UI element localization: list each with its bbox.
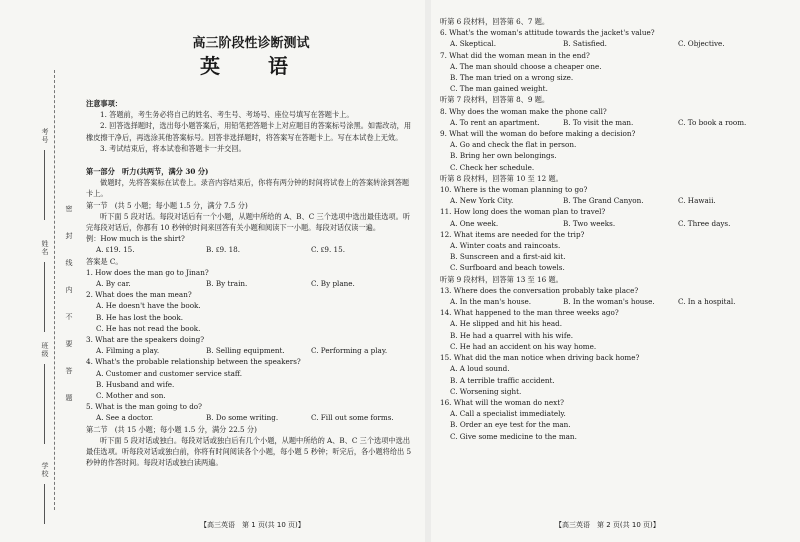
seal-char: 题 <box>65 394 73 402</box>
option: B. By train. <box>206 279 248 289</box>
seal-char: 密 <box>65 205 73 213</box>
example-answer: 答案是 C。 <box>86 256 123 266</box>
options-row <box>86 345 416 356</box>
option: B. The man tried on a wrong size. <box>450 73 574 83</box>
options-row <box>86 412 416 423</box>
example-options <box>86 244 416 255</box>
question: 2. What does the man mean? <box>86 290 192 300</box>
seal-char: 内 <box>65 286 73 294</box>
option: C. Give some medicine to the man. <box>450 431 577 441</box>
part1-intro: 做题时，先将答案标在试卷上。录音内容结束后，你将有两分钟的时间将试卷上的答案转涂到答题卡上。 <box>86 178 410 199</box>
section2-intro: 听下面 5 段对话或独白。每段对话或独白后有几个小题，从题中所给的 A、B、C 三个选项中选出最佳选项。听每段对话或独白前，你将有时间阅读各个小题，每小题 5 秒钟；听完后，各小题将给出 5 秒钟的作答时间。每段对话或独白读两遍。 <box>86 435 412 468</box>
option: A. To rent an apartment. <box>450 117 540 127</box>
option: B. The Grand Canyon. <box>563 196 644 206</box>
option: B. ₤9. 18. <box>206 245 241 255</box>
option: C. ₤9. 15. <box>311 245 345 255</box>
seal-line <box>54 70 55 510</box>
option: A. By car. <box>96 279 131 289</box>
seal-char: 答 <box>65 367 73 375</box>
option: C. To book a room. <box>678 117 747 127</box>
subject-title: 英 语 <box>200 54 302 78</box>
question: 15. What did the man notice when driving back home? <box>440 353 640 363</box>
notice-item: 1. 答题前，考生务必将自己的姓名、考生号、考场号、座位号填写在答题卡上。 <box>100 110 354 120</box>
notice-item: 3. 考试结束后，将本试卷和答题卡一并交回。 <box>100 143 246 153</box>
option: B. Order an eye test for the man. <box>450 420 571 430</box>
option: B. To visit the man. <box>563 117 634 127</box>
option: C. He had an accident on his way home. <box>450 341 597 351</box>
option: B. He has lost the book. <box>96 312 183 322</box>
class-line <box>44 364 45 444</box>
option: C. Performing a play. <box>311 346 388 356</box>
option: A. Customer and customer service staff. <box>96 368 243 378</box>
page-2 <box>440 16 790 442</box>
question: 12. What items are needed for the trip? <box>440 229 585 239</box>
material-heading: 听第 9 段材料，回答第 13 至 16 题。 <box>440 274 563 284</box>
seal-char: 封 <box>65 232 73 240</box>
part1-heading: 第一部分 听力(共两节，满分 30 分) <box>86 167 209 177</box>
question: 7. What did the woman mean in the end? <box>440 50 590 60</box>
options-row <box>440 117 790 128</box>
school-line <box>44 484 45 524</box>
option: A. See a doctor. <box>96 413 154 423</box>
material-heading: 听第 8 段材料，回答第 10 至 12 题。 <box>440 173 563 183</box>
option: C. Objective. <box>678 39 725 49</box>
seal-char: 线 <box>65 259 73 267</box>
options-row <box>440 218 790 229</box>
option: B. Husband and wife. <box>96 379 175 389</box>
option: C. In a hospital. <box>678 297 736 307</box>
option: B. In the woman's house. <box>563 297 655 307</box>
options-row <box>440 296 790 307</box>
seal-char: 不 <box>65 313 73 321</box>
school-label: 学校 <box>41 462 49 478</box>
question: 16. What will the woman do next? <box>440 397 564 407</box>
question: 3. What are the speakers doing? <box>86 335 205 345</box>
option: A. One week. <box>450 218 499 228</box>
option: A. In the man's house. <box>450 297 532 307</box>
binding-strip <box>0 0 78 542</box>
question: 1. How does the man go to Jinan? <box>86 267 209 277</box>
option: C. He has not read the book. <box>96 323 201 333</box>
option: C. Mother and son. <box>96 391 166 401</box>
exam-title: 高三阶段性诊断测试 <box>192 36 310 51</box>
notice-heading: 注意事项： <box>86 99 122 108</box>
option: C. Surfboard and beach towels. <box>450 263 565 273</box>
example-question: 例：How much is the shirt? <box>86 234 185 244</box>
option: A. He slipped and hit his head. <box>450 319 563 329</box>
section1-intro: 听下面 5 段对话。每段对话后有一个小题，从题中所给的 A、B、C 三个选项中选出最佳选项。听完每段对话后，你都有 10 秒钟的时间来回答有关小题和阅读下一小题。每段对话仅读一遍。 <box>86 211 411 233</box>
question: 14. What happened to the man three weeks ago? <box>440 308 619 318</box>
option: C. Fill out some forms. <box>311 413 394 423</box>
options-row <box>86 278 416 289</box>
exam-number-label: 考号 <box>41 128 49 144</box>
option: B. He had a quarrel with his wife. <box>450 330 574 340</box>
option: A. ₤19. 15. <box>96 245 135 255</box>
question: 6. What's the woman's attitude towards the jacket's value? <box>440 28 655 38</box>
page-gutter <box>425 0 431 542</box>
option: B. Sunscreen and a first-aid kit. <box>450 252 566 262</box>
option: A. Filming a play. <box>96 346 160 356</box>
option: A. New York City. <box>450 196 514 206</box>
option: C. Three days. <box>678 218 731 228</box>
option: B. Satisfied. <box>563 39 607 49</box>
exam-number-line <box>44 150 45 220</box>
question: 5. What is the man going to do? <box>86 402 202 412</box>
option: C. Check her schedule. <box>450 162 535 172</box>
material-heading: 听第 7 段材料，回答第 8、9 题。 <box>440 95 550 105</box>
option: A. Call a specialist immediately. <box>450 409 566 419</box>
name-label: 姓名 <box>41 240 49 256</box>
question: 11. How long does the woman plan to travel? <box>440 207 606 217</box>
option: A. The man should choose a cheaper one. <box>450 61 602 71</box>
option: A. Go and check the flat in person. <box>450 140 577 150</box>
option: C. The man gained weight. <box>450 84 548 94</box>
option: B. Do some writing. <box>206 413 279 423</box>
option: C. Worsening sight. <box>450 386 522 396</box>
option: B. Two weeks. <box>563 218 616 228</box>
option: A. Skeptical. <box>450 39 496 49</box>
page-1 <box>86 0 416 469</box>
option: B. A terrible traffic accident. <box>450 375 555 385</box>
question: 4. What's the probable relationship between the speakers? <box>86 357 301 367</box>
notice-item: 2. 回答选择题时，选出每小题答案后，用铅笔把答题卡上对应题目的答案标号涂黑。如需改动，用橡皮擦干净后，再选涂其他答案标号。回答非选择题时，将答案写在答题卡上。写在本试卷上无效。 <box>86 121 412 142</box>
page-1-footer: 【高三英语 第 1 页(共 10 页)】 <box>200 521 305 529</box>
question: 10. Where is the woman planning to go? <box>440 185 588 195</box>
class-label: 班级 <box>41 342 49 358</box>
seal-char: 要 <box>65 340 73 348</box>
section2-heading: 第二节 (共 15 小题；每小题 1.5 分，满分 22.5 分) <box>86 424 257 434</box>
section1-heading: 第一节 (共 5 小题；每小题 1.5 分，满分 7.5 分) <box>86 200 248 210</box>
option: A. Winter coats and raincoats. <box>450 241 561 251</box>
option: C. Hawaii. <box>678 196 716 206</box>
question: 13. Where does the conversation probably take place? <box>440 285 639 295</box>
material-heading: 听第 6 段材料，回答第 6、7 题。 <box>440 17 550 26</box>
option: B. Bring her own belongings. <box>450 151 557 161</box>
options-row <box>440 38 790 49</box>
name-line <box>44 262 45 332</box>
page-2-footer: 【高三英语 第 2 页(共 10 页)】 <box>555 521 660 529</box>
option: B. Selling equipment. <box>206 346 285 356</box>
question: 9. What will the woman do before making a decision? <box>440 129 636 139</box>
option: C. By plane. <box>311 279 355 289</box>
option: A. He doesn't have the book. <box>96 301 201 311</box>
options-row <box>440 195 790 206</box>
option: A. A loud sound. <box>450 364 510 374</box>
question: 8. Why does the woman make the phone call? <box>440 106 607 116</box>
